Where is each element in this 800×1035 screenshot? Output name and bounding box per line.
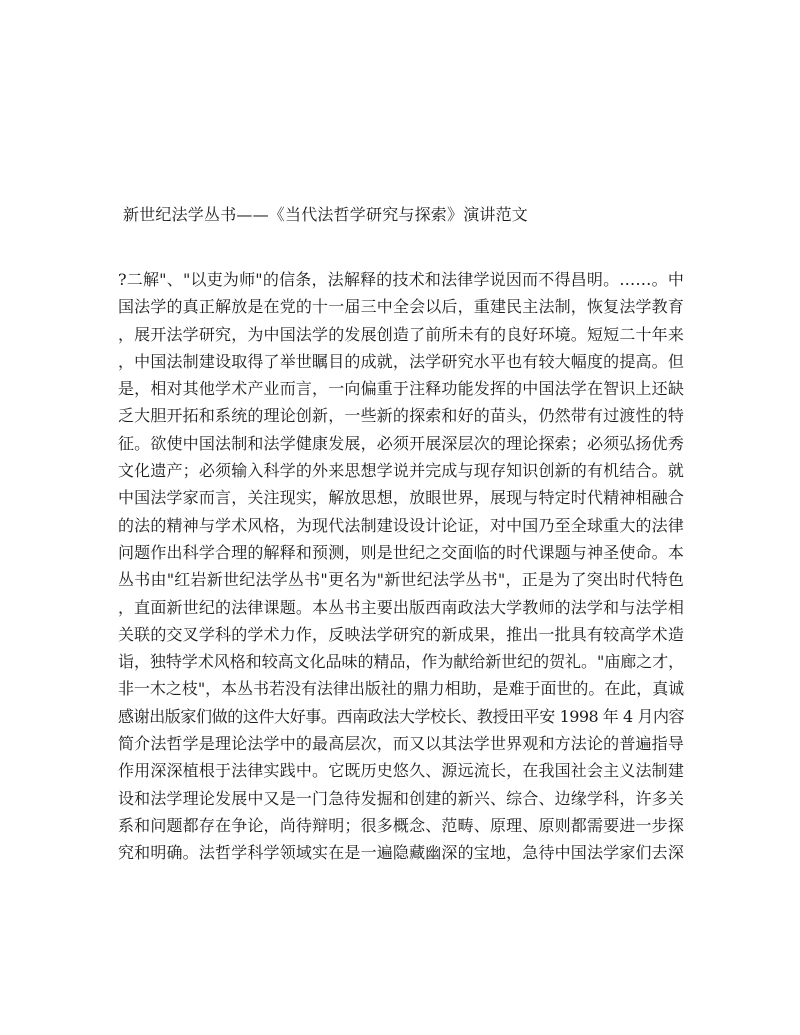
body-line: 究和明确。法哲学科学领域实在是一遍隐藏幽深的宝地，急待中国法学家们去深 xyxy=(118,843,684,863)
body-line: 非一木之枝"，本丛书若没有法律出版社的鼎力相助，是难于面世的。在此，真诚 xyxy=(118,679,684,699)
body-line: 问题作出科学合理的解释和预测，则是世纪之交面临的时代课题与神圣使命。本 xyxy=(118,542,684,562)
body-line: 丛书由"红岩新世纪法学丛书"更名为"新世纪法学丛书"，正是为了突出时代特色 xyxy=(118,570,684,590)
body-line: 关联的交叉学科的学术力作，反映法学研究的新成果，推出一批具有较高学术造 xyxy=(118,624,684,644)
body-line: 中国法学家而言，关注现实，解放思想，放眼世界，展现与特定时代精神相融合 xyxy=(118,488,684,508)
document-body xyxy=(118,266,684,867)
document-title: 新世纪法学丛书——《当代法哲学研究与探索》演讲范文 xyxy=(123,205,529,224)
body-line: 乏大胆开拓和系统的理论创新，一些新的探索和好的苗头，仍然带有过渡性的特 xyxy=(118,406,684,426)
body-line: ?二解"、"以吏为师"的信条，法解释的技术和法律学说因而不得昌明。……。中 xyxy=(118,270,684,289)
body-line: ，展开法学研究，为中国法学的发展创造了前所未有的良好环境。短短二十年来 xyxy=(118,324,684,344)
body-line: 感谢出版家们做的这件大好事。西南政法大学校长、教授田平安 1998 年 4 月内容 xyxy=(118,706,684,726)
body-line: 文化遗产；必须输入科学的外来思想学说并完成与现存知识创新的有机结合。就 xyxy=(118,461,684,481)
body-line: 作用深深植根于法律实践中。它既历史悠久、源远流长，在我国社会主义法制建 xyxy=(118,761,684,781)
body-line: 国法学的真正解放是在党的十一届三中全会以后，重建民主法制，恢复法学教育 xyxy=(118,297,684,317)
body-line: 诣，独特学术风格和较高文化品味的精品，作为献给新世纪的贺礼。"庙廊之才， xyxy=(118,652,684,672)
body-line: 简介法哲学是理论法学中的最高层次，而又以其法学世界观和方法论的普遍指导 xyxy=(118,734,684,754)
body-line: ，中国法制建设取得了举世瞩目的成就，法学研究水平也有较大幅度的提高。但 xyxy=(118,351,684,371)
body-line: 的法的精神与学术风格，为现代法制建设设计论证，对中国乃至全球重大的法律 xyxy=(118,515,684,535)
body-line: 是，相对其他学术产业而言，一向偏重于注释功能发挥的中国法学在智识上还缺 xyxy=(118,379,684,399)
body-line: 征。欲使中国法制和法学健康发展，必须开展深层次的理论探索；必须弘扬优秀 xyxy=(118,433,684,453)
body-line: 系和问题都存在争论，尚待辩明；很多概念、范畴、原理、原则都需要进一步探 xyxy=(118,815,684,835)
body-line: ，直面新世纪的法律课题。本丛书主要出版西南政法大学教师的法学和与法学相 xyxy=(118,597,684,617)
body-line: 设和法学理论发展中又是一门急待发掘和创建的新兴、综合、边缘学科，许多关 xyxy=(118,788,684,808)
